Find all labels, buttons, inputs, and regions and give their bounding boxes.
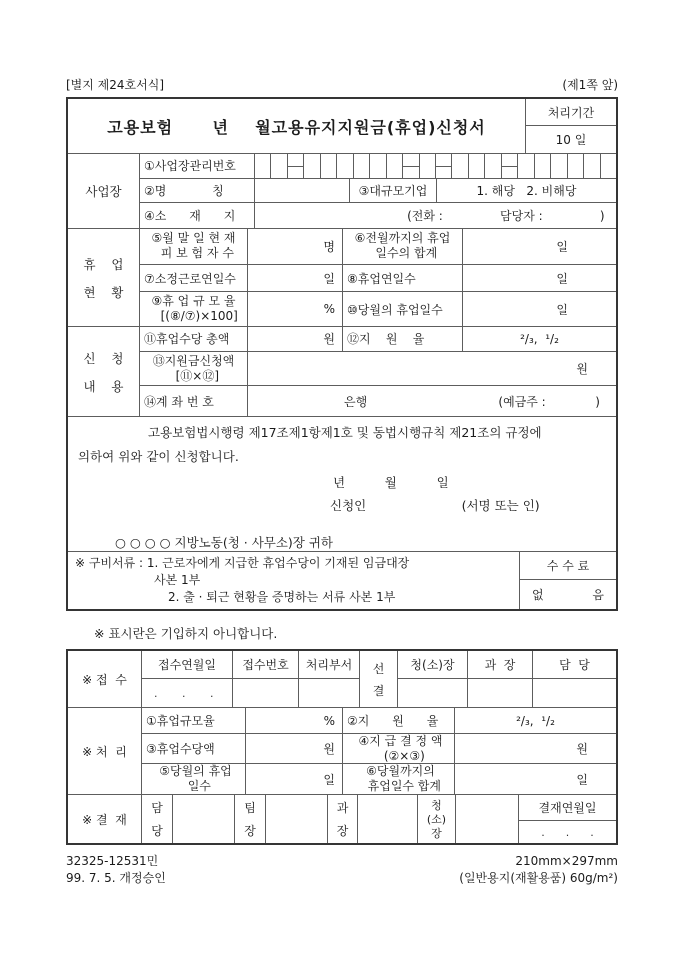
approval-division-head-sign-cell: [358, 795, 418, 843]
proc-decision-label: ④지 급 결 정 액 (②×③): [343, 734, 455, 763]
proc-allowance-label: ③휴업수당액: [142, 734, 246, 763]
receipt-section-label: ※ 접 수: [68, 651, 142, 707]
processing-period-column: [526, 99, 616, 153]
approval-office-head-label: 청 (소) 장: [418, 795, 456, 843]
page-side-note: (제1쪽 앞): [562, 78, 618, 92]
mgmt-no-digit-cell: [534, 154, 550, 178]
company-name-row: [140, 179, 616, 204]
division-head-column: [468, 651, 533, 707]
form-title: 고용보험 년 월고용유지지원금(휴업)신청서: [68, 99, 526, 153]
approval-section-label: ※ 결 재: [68, 795, 142, 843]
allowance-total-unit: 원: [248, 327, 343, 351]
prev-months-days-unit: 일: [556, 239, 568, 254]
mgmt-no-digit-cell: [336, 154, 352, 178]
prev-months-days-label: ⑥전월까지의 휴업 일수의 합계: [343, 229, 463, 264]
official-use-table: [66, 649, 618, 845]
documents-line-3: 2. 출 · 퇴근 현황을 증명하는 서류 사본 1부: [168, 590, 396, 604]
suspension-section: [68, 229, 616, 327]
subsidy-amount-unit: 원: [576, 362, 588, 377]
mgmt-no-digit-cell: [567, 154, 583, 178]
proc-decision-unit: 원: [576, 742, 588, 756]
handling-dept-column: [299, 651, 360, 707]
mgmt-no-digit-cell: [550, 154, 566, 178]
fee-column: [520, 552, 616, 609]
approval-date-dots: . . .: [541, 825, 594, 839]
allowance-total-label: ⑪휴업수당 총액: [140, 327, 248, 351]
insured-count-label: ⑤월 말 일 현 재 피 보 험 자 수: [140, 229, 248, 264]
subsidy-amount-label: ⑬지원금신청액 [⑪×⑫]: [140, 352, 248, 386]
declaration-line-1: 고용보험법시행령 제17조제1항제1호 및 동법시행규칙 제21조의 규정에: [148, 425, 542, 440]
mgmt-no-digit-cell: [320, 154, 336, 178]
current-month-days-unit: 일: [556, 302, 568, 317]
workplace-section: [68, 154, 616, 229]
application-row-1: [140, 327, 616, 352]
processing-section-label: ※ 처 리: [68, 708, 142, 794]
mgmt-no-digit-cell: [419, 154, 435, 178]
insured-count-unit: 명: [248, 229, 343, 264]
processing-row-2: [142, 734, 616, 764]
top-notes: [66, 76, 618, 93]
mgmt-no-digit-cell: [270, 154, 286, 178]
proc-scale-label: ①휴업규모율: [142, 708, 246, 733]
approval-staff-label: 담 당: [142, 795, 173, 843]
fee-label: 수 수 료: [520, 552, 616, 580]
proc-total-days-unit: 일: [576, 772, 588, 787]
support-rate-label: ⑫지 원 율: [343, 327, 463, 351]
mgmt-no-digit-cell: [583, 154, 599, 178]
application-section: [68, 327, 616, 417]
current-month-days-label: ⑩당월의 휴업일수: [343, 292, 463, 326]
staff-sign-cell: [533, 679, 616, 707]
suspension-scale-label: ⑨휴 업 규 모 율 [(⑧/⑦)×100]: [140, 292, 248, 326]
mgmt-no-digit-cell: [303, 154, 319, 178]
paper-type-note: (일반용지(재활용품) 60g/m²): [459, 871, 618, 885]
large-company-label: ③대규모기업: [350, 179, 437, 203]
staff-column: [533, 651, 616, 707]
division-head-header: 과 장: [468, 651, 532, 679]
mgmt-no-label: ①사업장관리번호: [140, 154, 255, 178]
large-company-options: 1. 해당 2. 비해당: [476, 184, 577, 198]
receipt-date-column: [142, 651, 233, 707]
company-name-label: ②명 칭: [140, 179, 255, 203]
mgmt-no-hyphen-cell: [435, 154, 451, 178]
main-form-table: [66, 97, 618, 611]
receipt-date-header: 접수연월일: [142, 651, 232, 679]
processing-row-1: [142, 708, 616, 734]
handling-dept-value-cell: [299, 679, 359, 707]
handling-dept-header: 처리부서: [299, 651, 359, 679]
application-row-3: [140, 386, 616, 416]
notice-line: ※ 표시란은 기입하지 아니합니다.: [94, 626, 278, 641]
application-section-label: 신 청 내 용: [68, 327, 140, 416]
processing-section: [68, 708, 616, 795]
mgmt-no-digit-cell: [451, 154, 467, 178]
working-days-label: ⑦소정근로연일수: [140, 265, 248, 292]
required-documents: [68, 552, 520, 609]
proc-month-days-unit: 일: [246, 764, 343, 794]
paper-size-note: 210mm×297mm: [515, 854, 618, 868]
receipt-row: [68, 651, 616, 708]
mgmt-no-hyphen-cell: [287, 154, 303, 178]
title-row: [68, 99, 616, 154]
documents-line-2: 사본 1부: [154, 573, 201, 587]
approval-staff-sign-cell: [173, 795, 235, 843]
processing-period-label: 처리기간: [526, 99, 616, 126]
mgmt-no-hyphen-cell: [402, 154, 418, 178]
addressee-line: ○ ○ ○ ○ 지방노동(청 · 사무소)장 귀하: [115, 535, 333, 550]
suspension-section-label: 휴 업 현 황: [68, 229, 140, 326]
approval-section: [68, 795, 616, 843]
mgmt-no-digit-cell: [600, 154, 616, 178]
documents-line-1: ※ 구비서류 : 1. 근로자에게 지급한 휴업수당이 기재된 임금대장: [75, 556, 410, 570]
mgmt-no-row: [140, 154, 616, 179]
application-row-2: [140, 352, 616, 387]
declaration-date-line: 년 월 일: [333, 475, 449, 490]
declaration-line-2: 의하여 위와 같이 신청합니다.: [78, 449, 239, 464]
suspension-days-label: ⑧휴업연일수: [343, 265, 463, 292]
bank-label: 은행: [344, 394, 368, 409]
receipt-number-column: [233, 651, 299, 707]
form-code: 32325-12531민: [66, 854, 159, 868]
receipt-date-dots: . . .: [154, 686, 214, 700]
proc-total-days-label: ⑥당월까지의 휴업일수 합계: [343, 764, 455, 794]
documents-section: [68, 552, 616, 609]
receipt-number-value-cell: [233, 679, 298, 707]
working-days-unit: 일: [248, 265, 343, 292]
mgmt-no-digit-cell: [517, 154, 533, 178]
attachment-form-number: [별지 제24호서식]: [66, 78, 164, 92]
form-sheet: [66, 76, 618, 887]
account-holder-label: (예금주 : ): [498, 394, 600, 409]
workplace-section-label: 사업장: [68, 154, 140, 228]
mgmt-no-digit-cell: [255, 154, 270, 178]
address-value-cell: (전화 : 담당자 : ): [407, 209, 616, 224]
suspension-row-1: [140, 229, 616, 265]
suspension-scale-unit: %: [248, 292, 343, 326]
proc-scale-unit: %: [246, 708, 343, 733]
processing-period-value: 10 일: [555, 133, 587, 147]
approval-office-head-sign-cell: [456, 795, 519, 843]
company-name-value-cell: [255, 179, 350, 203]
processing-row-3: [142, 764, 616, 794]
proc-rate-label: ②지 원 율: [343, 708, 455, 733]
account-number-label: ⑭계 좌 번 호: [140, 386, 248, 416]
mgmt-no-digit-cell: [386, 154, 402, 178]
support-rate-value: ²/₃, ¹/₂: [520, 331, 559, 346]
fee-value: 없 음: [532, 588, 604, 602]
receipt-number-header: 접수번호: [233, 651, 298, 679]
address-label: ④소 재 지: [140, 203, 255, 228]
mgmt-no-digit-cell: [484, 154, 500, 178]
mgmt-no-hyphen-cell: [501, 154, 517, 178]
applicant-signature-line: 신청인 (서명 또는 인): [330, 498, 540, 513]
mgmt-no-digit-cell: [369, 154, 385, 178]
prior-approval-cell: 선 결: [360, 651, 398, 707]
account-number-cell: [248, 386, 616, 416]
approval-division-head-label: 과 장: [328, 795, 358, 843]
office-head-column: [398, 651, 468, 707]
office-head-header: 청(소)장: [398, 651, 467, 679]
address-row: [140, 203, 616, 228]
suspension-row-3: [140, 292, 616, 326]
approval-date-box: [519, 795, 616, 843]
proc-month-days-label: ⑤당월의 휴업 일수: [142, 764, 246, 794]
footer-left: [66, 853, 166, 887]
mgmt-no-digit-cell: [353, 154, 369, 178]
suspension-row-2: [140, 265, 616, 293]
division-head-sign-cell: [468, 679, 532, 707]
footer-right: [459, 853, 618, 887]
approval-date-header: 결재연월일: [519, 795, 616, 821]
mgmt-no-digit-cell: [468, 154, 484, 178]
office-head-sign-cell: [398, 679, 467, 707]
suspension-days-unit: 일: [556, 271, 568, 286]
revision-note: 99. 7. 5. 개정승인: [66, 871, 166, 885]
form-footer: [66, 853, 618, 887]
proc-rate-value: ²/₃, ¹/₂: [516, 713, 555, 728]
declaration-section: [68, 417, 616, 552]
approval-team-lead-sign-cell: [266, 795, 328, 843]
approval-team-lead-label: 팀 장: [235, 795, 266, 843]
mgmt-no-boxes: [255, 154, 616, 178]
proc-allowance-unit: 원: [246, 734, 343, 763]
staff-header: 담 당: [533, 651, 616, 679]
